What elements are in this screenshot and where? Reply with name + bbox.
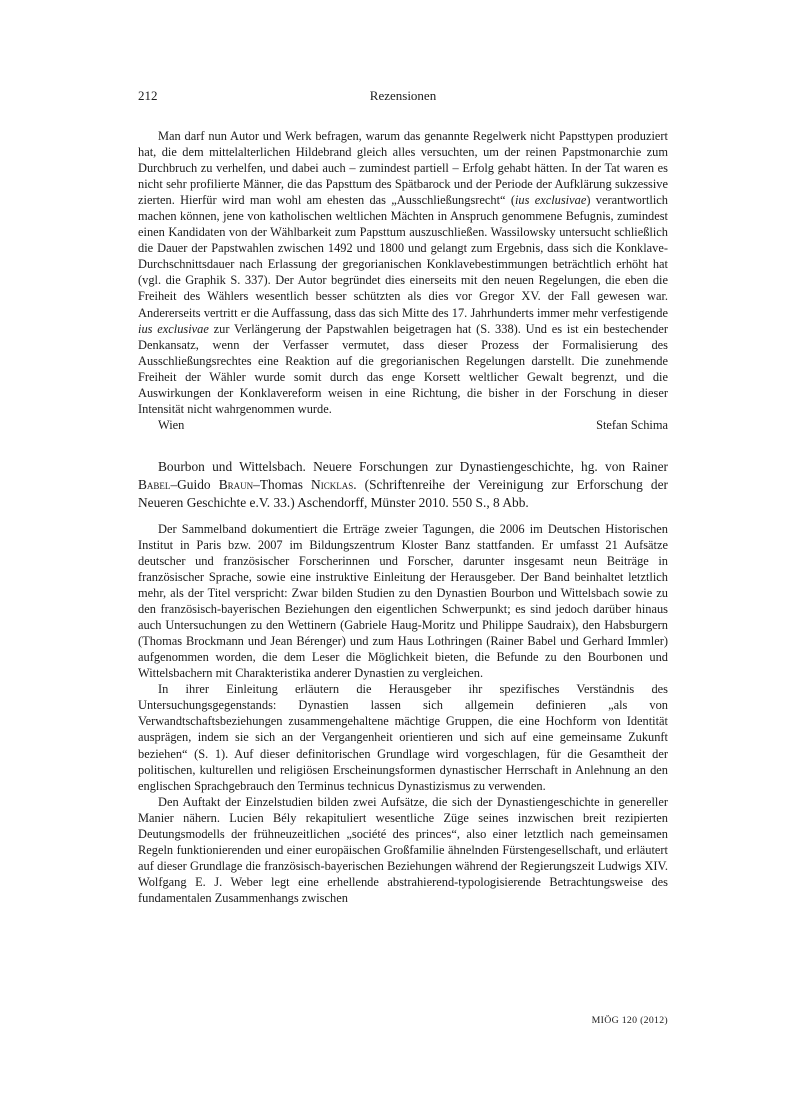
heading-text: –Guido	[170, 476, 219, 492]
review-2-text	[138, 521, 668, 906]
review-1-text	[138, 128, 668, 417]
review-2-paragraph-3: Den Auftakt der Einzelstudien bilden zwei Aufsätze, die sich der Dynastiengeschichte in genereller Manier nähern. Lucien Bély rekapituliert wesentliche Züge seines inzwischen breit rezipierten Deutungsmodells der frühneuzeitlichen „société des princes“, also einer letztlich nach gemeinsamen Regeln funktionierenden und einer europäischen Großfamilie ähnelnden Fürstengesellschaft, und erläutert auf dieser Grundlage die französisch-bayerischen Beziehungen während der Regierungszeit Ludwigs XIV. Wolfgang E. J. Weber legt eine erhellende abstrahierend-typologisierende Betrachtungsweise des fundamentalen Zusammenhangs zwischen	[138, 794, 668, 905]
page-header	[138, 88, 668, 110]
running-title: Rezensionen	[369, 88, 437, 103]
heading-text: Bourbon und Wittelsbach. Neuere Forschungen zur Dynastiengeschichte, hg. von Rainer	[158, 458, 668, 474]
journal-footer: MIÖG 120 (2012)	[591, 1015, 668, 1026]
reviewer-name: Stefan Schima	[596, 417, 668, 432]
page-number: 212	[138, 88, 158, 103]
review-2-paragraph-1: Der Sammelband dokumentiert die Erträge zweier Tagungen, die 2006 im Deutschen Historischen Institut in Paris bzw. 2007 im Bildungszentrum Kloster Banz stattfanden. Er umfasst 21 Aufsätze deutscher und französischer Forscherinnen und Forscher, darunter insgesamt neun Beiträge in französischer Sprache, sowie eine instruktive Einleitung der Herausgeber. Der Band beinhaltet letztlich mehr, als der Titel verspricht: Zwar bilden Studien zu den Dynastien Bourbon und Wittelsbach sowie zu den französisch-bayerischen Beziehungen den eigentlichen Schwerpunkt; es sind jedoch darüber hinaus auch Untersuchungen zu den Wettinern (Gabriele Haug-Moritz und Philippe Saudraix), den Habsburgern (Thomas Brockmann und Jean Bérenger) und zum Haus Lothringen (Rainer Babel und Gerhard Immler) aufgenommen worden, die dem Leser die Möglichkeit bieten, die Befunde zu den Bourbonen und Wittelsbachern mit Charakteristika anderer Dynastien zu vergleichen.	[138, 521, 668, 681]
editor-surname: Babel	[138, 476, 171, 492]
text-segment: ) verantwortlich machen können, jene von katholischen weltlichen Mächten in Anspruch genommene Befugnis, zumindest einen Kandidaten von der Wählbarkeit zum Papsttum auszuschließen. Wassilowsky untersucht schließlich die Dauer der Papstwahlen zwischen 1492 und 1800 und gelangt zum Ergebnis, dass sich die Konklave-Durchschnittsdauer nach Erlassung der gregorianischen Konklavebestimmungen beträchtlich erhöht hat (vgl. die Graphik S. 337). Der Autor begründet dies einerseits mit den neuen Regelungen, die eben die Freiheit des Wählers wesentlich besser schützten als dies vor Gregor XV. der Fall gewesen war. Andererseits vertritt er die Auffassung, dass das sich Mitte des 17. Jahrhunderts immer mehr verfestigende	[138, 193, 669, 320]
italic-term: ius exclusivae	[138, 321, 209, 336]
editor-surname: Nicklas	[311, 476, 354, 492]
editor-surname: Braun	[218, 476, 254, 492]
review-2-heading	[138, 458, 668, 512]
text-segment: zur Verlängerung der Papstwahlen beigetragen hat (S. 338). Und es ist ein bestechender Denkansatz, wenn der Verfasser vermutet, dass dieser Prozess der Formalisierung des Ausschließungsrechtes eine Reaktion auf die gregorianischen Regelungen darstellt. Die zunehmende Freiheit der Wähler wurde somit durch das enge Korsett weltlicher Gewalt begrenzt, und die Auswirkungen der Konklavereform weisen in eine Richtung, die bisher in der Forschung in dieser Intensität nicht wahrgenommen wurde.	[138, 321, 669, 416]
heading-text: –Thomas	[253, 476, 312, 492]
review-1-paragraph	[138, 128, 668, 417]
review-place: Wien	[158, 417, 185, 432]
heading-text: . (Schriftenreihe der Vereinigung zur Erforschung der Neueren Geschichte e.V. 33.) Aschendorff, Münster 2010. 550 S., 8 Abb.	[138, 476, 668, 510]
page-body	[138, 88, 668, 906]
italic-term: ius exclusivae	[514, 193, 587, 208]
review-2-paragraph-2: In ihrer Einleitung erläutern die Herausgeber ihr spezifisches Verständnis des Untersuchungsgegenstands: Dynastien lassen sich allgemein definieren „als von Verwandtschaftsbeziehungen zusammengehaltene mächtige Gruppen, die eine Hochform von Identität ausprägen, indem sie sich an der Vergangenheit orientieren und sich auf eine gemeinsame Zukunft beziehen“ (S. 1). Auf dieser definitorischen Grundlage wird vorgeschlagen, für die Gesamtheit der politischen, kulturellen und religiösen Erscheinungsformen dynastischer Herrschaft in Anlehnung an den englischen Sprachgebrauch den Terminus technicus Dynastizismus zu verwenden.	[138, 682, 668, 793]
text-segment: Man darf nun Autor und Werk befragen, warum das genannte Regelwerk nicht Papsttypen produziert hat, die dem mittelalterlichen Hildebrand gleich alles versuchten, um der reinen Papstmonarchie zum Durchbruch zu verhelfen, und dabei auch – zumindest partiell – Erfolg gehabt hätten. In der Tat waren es nicht sehr profilierte Männer, die das Papsttum des Spätbarock und der Periode der Aufklärung sukzessive zierten. Hierfür wird man wohl am ehesten das „Ausschließungsrecht“ (	[138, 129, 668, 208]
review-1-signature	[138, 417, 668, 433]
